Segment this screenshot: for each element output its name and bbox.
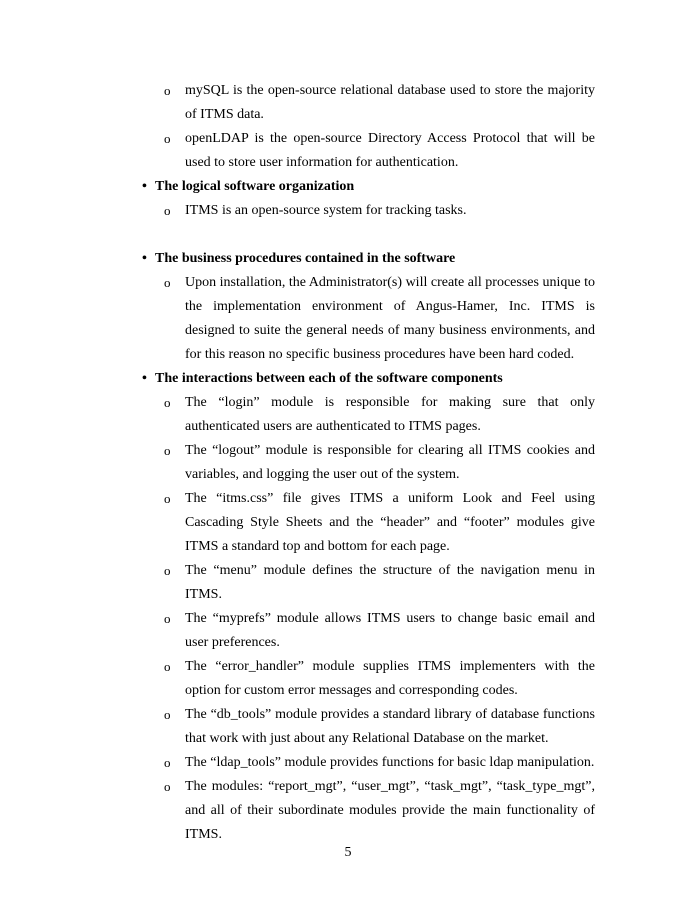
list-item: [140, 271, 595, 367]
section-heading-text: The logical software organization: [155, 179, 355, 194]
list-item: [140, 607, 595, 655]
list-item: [140, 79, 595, 127]
list-item-text: The modules: “report_mgt”, “user_mgt”, “task_mgt”, “task_type_mgt”, and all of their subordinate modules provide the main functionality of ITMS.: [185, 779, 595, 842]
sub-bullet-icon: o: [164, 611, 171, 626]
list-item: [140, 559, 595, 607]
sub-bullet-icon: o: [164, 707, 171, 722]
list-item-text: The “itms.css” file gives ITMS a uniform Look and Feel using Cascading Style Sheets and the “header” and “footer” modules give ITMS a standard top and bottom for each page.: [185, 491, 595, 554]
section-heading-text: The business procedures contained in the software: [155, 251, 456, 266]
section-logical-organization: [140, 175, 595, 223]
sub-bullet-icon: o: [164, 395, 171, 410]
section-business-procedures: [140, 247, 595, 367]
list-item-text: ITMS is an open-source system for tracking tasks.: [185, 203, 467, 218]
list-item-text: The “menu” module defines the structure of the navigation menu in ITMS.: [185, 563, 595, 602]
list-item-text: The “login” module is responsible for making sure that only authenticated users are authenticated to ITMS pages.: [185, 395, 595, 434]
list-item-text: The “myprefs” module allows ITMS users to change basic email and user preferences.: [185, 611, 595, 650]
sub-bullet-icon: o: [164, 563, 171, 578]
list-item: [140, 487, 595, 559]
list-item: [140, 127, 595, 175]
bullet-icon: •: [142, 179, 147, 194]
section-component-interactions: [140, 367, 595, 847]
list-item-text: mySQL is the open-source relational database used to store the majority of ITMS data.: [185, 83, 595, 122]
list-item-text: The “ldap_tools” module provides functions for basic ldap manipulation.: [185, 755, 595, 770]
sub-bullet-icon: o: [164, 131, 171, 146]
list-item: [140, 703, 595, 751]
section-heading: [140, 367, 595, 391]
section-heading: [140, 175, 595, 199]
document-body: [140, 79, 595, 847]
list-item-text: The “db_tools” module provides a standard library of database functions that work with just about any Relational Database on the market.: [185, 707, 595, 746]
spacer: [140, 223, 595, 247]
section-continued: [140, 79, 595, 175]
sub-bullet-icon: o: [164, 443, 171, 458]
list-item: [140, 751, 595, 775]
list-item: [140, 655, 595, 703]
bullet-icon: •: [142, 251, 147, 266]
list-item: [140, 199, 595, 223]
sub-bullet-icon: o: [164, 83, 171, 98]
bullet-icon: •: [142, 371, 147, 386]
sub-bullet-icon: o: [164, 491, 171, 506]
sub-bullet-icon: o: [164, 755, 171, 770]
sub-bullet-icon: o: [164, 275, 171, 290]
list-item: [140, 439, 595, 487]
list-item-text: The “error_handler” module supplies ITMS implementers with the option for custom error messages and corresponding codes.: [185, 659, 595, 698]
sub-bullet-icon: o: [164, 659, 171, 674]
sub-bullet-icon: o: [164, 779, 171, 794]
sub-bullet-icon: o: [164, 203, 171, 218]
section-heading-text: The interactions between each of the software components: [155, 371, 503, 386]
page-number: 5: [344, 845, 352, 860]
list-item-text: openLDAP is the open-source Directory Access Protocol that will be used to store user information for authentication.: [185, 131, 595, 170]
list-item: [140, 775, 595, 847]
list-item-text: Upon installation, the Administrator(s) will create all processes unique to the implementation environment of Angus-Hamer, Inc. ITMS is designed to suite the general needs of many business environments, and for this reason no specific business procedures have been hard coded.: [185, 275, 595, 362]
section-heading: [140, 247, 595, 271]
list-item-text: The “logout” module is responsible for clearing all ITMS cookies and variables, and logging the user out of the system.: [185, 443, 595, 482]
list-item: [140, 391, 595, 439]
